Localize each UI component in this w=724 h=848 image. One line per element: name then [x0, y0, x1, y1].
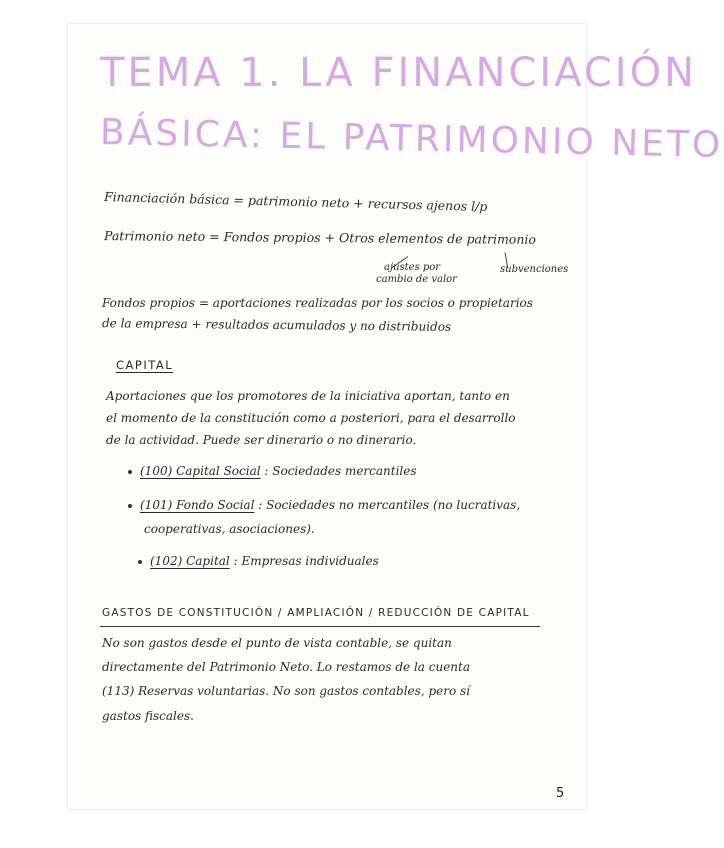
definition-financiacion: Financiación básica = patrimonio neto + recursos ajenos l/p — [103, 188, 488, 215]
page-number: 5 — [556, 786, 565, 801]
bullet-text: : Sociedades no mercantiles (no lucrativas, — [258, 498, 521, 512]
gastos-line-4: gastos fiscales. — [102, 709, 194, 723]
gastos-line-2: directamente del Patrimonio Neto. Lo restamos de la cuenta — [102, 660, 471, 674]
note-subvenciones: subvenciones — [500, 264, 569, 275]
bullet-fondo-social-continued: cooperativas, asociaciones). — [144, 522, 315, 536]
bullet-fondo-social — [128, 498, 520, 512]
capital-line-2: el momento de la constitución como a posteriori, para el desarrollo — [106, 411, 516, 425]
bullet-label: (102) Capital — [150, 554, 230, 568]
bullet-capital — [138, 554, 379, 568]
title-line-1: TEMA 1. LA FINANCIACIÓN — [100, 50, 697, 96]
gastos-line-1: No son gastos desde el punto de vista contable, se quitan — [102, 636, 452, 650]
bullet-capital-social — [128, 464, 417, 478]
capital-heading: CAPITAL — [116, 358, 174, 372]
definition-patrimonio: Patrimonio neto = Fondos propios + Otros elementos de patrimonio — [103, 228, 537, 247]
gastos-heading: GASTOS DE CONSTITUCIÓN / AMPLIACIÓN / REDUCCIÓN DE CAPITAL — [102, 607, 530, 619]
note-ajustes-1: ajustes por — [384, 262, 441, 273]
title-line-2: BÁSICA: EL PATRIMONIO NETO — [99, 112, 724, 167]
capital-line-3: de la actividad. Puede ser dinerario o no dinerario. — [106, 433, 417, 447]
notebook-page — [68, 24, 724, 809]
bullet-dot — [128, 504, 132, 508]
bullet-dot — [128, 470, 132, 474]
bullet-label: (101) Fondo Social — [140, 498, 255, 512]
bullet-label: (100) Capital Social — [140, 464, 261, 478]
bullet-text: : Sociedades mercantiles — [264, 464, 417, 478]
gastos-line-3: (113) Reservas voluntarias. No son gastos contables, pero sí — [102, 684, 471, 698]
note-ajustes-2: cambio de valor — [376, 274, 457, 285]
fondos-line-2: de la empresa + resultados acumulados y no distribuidos — [101, 316, 452, 334]
capital-line-1: Aportaciones que los promotores de la iniciativa aportan, tanto en — [106, 389, 510, 403]
bullet-dot — [138, 560, 142, 564]
fondos-line-1: Fondos propios = aportaciones realizadas por los socios o propietarios — [102, 296, 533, 310]
bullet-text: : Empresas individuales — [233, 554, 379, 568]
gastos-heading-underline — [100, 626, 540, 627]
